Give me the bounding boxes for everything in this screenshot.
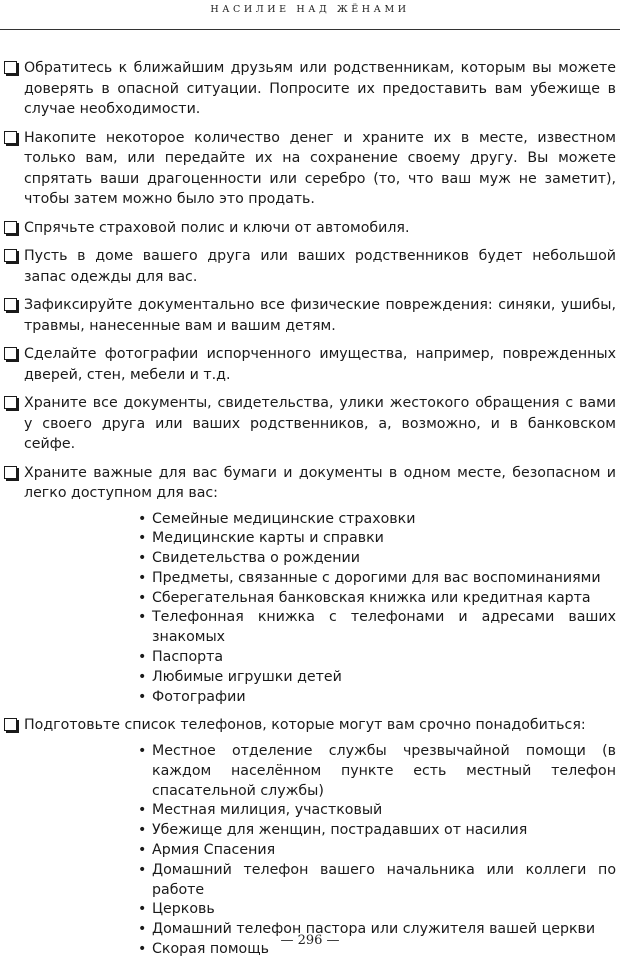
checkbox-icon [4, 221, 17, 234]
bullet-icon: • [138, 649, 147, 666]
bullet-icon: • [138, 901, 147, 918]
bullet-text: Местная милиция, участковый [152, 802, 383, 819]
checklist-item [4, 246, 616, 287]
checklist-item-text: Накопите некоторое количество денег и храните их в месте, известном только вам, или передайте их на сохранение своему другу. Вы можете спрятать ваши драгоценности или серебро (то, что ваш муж не заметит), чтобы затем можно было это продать. [24, 129, 616, 207]
bullet-text: Местное отделение службы чрезвычайной помощи (в каждом населённом пункте есть местный телефон спасательной службы) [152, 742, 616, 799]
bullet-text: Свидетельства о рождении [152, 550, 360, 567]
checkbox-icon [4, 61, 17, 74]
checklist-item-text: Спрячьте страховой полис и ключи от автомобиля. [24, 219, 410, 236]
bullet-text: Армия Спасения [152, 841, 276, 858]
bullet-icon: • [138, 569, 147, 586]
bullet-icon: • [138, 589, 147, 606]
page-number: — 296 — [280, 933, 340, 948]
bullet-item [24, 801, 616, 821]
bullet-icon: • [138, 861, 147, 878]
bullet-list [24, 742, 616, 960]
bullet-item [24, 900, 616, 920]
bullet-text: Фотографии [152, 688, 246, 705]
bullet-text: Медицинские карты и справки [152, 530, 384, 547]
bullet-icon: • [138, 802, 147, 819]
checklist-item [4, 218, 616, 239]
bullet-item [24, 821, 616, 841]
checklist-item [4, 463, 616, 708]
bullet-icon: • [138, 530, 147, 547]
checkbox-icon [4, 298, 17, 311]
bullet-item [24, 841, 616, 861]
bullet-item [24, 529, 616, 549]
checkbox-icon [4, 249, 17, 262]
bullet-item [24, 549, 616, 569]
bullet-text: Скорая помощь [152, 940, 269, 957]
bullet-item [24, 589, 616, 609]
bullet-item [24, 569, 616, 589]
checklist-item [4, 715, 616, 959]
bullet-text: Сберегательная банковская книжка или кредитная карта [152, 589, 591, 606]
bullet-text: Телефонная книжка с телефонами и адресами ваших знакомых [152, 609, 616, 646]
checklist-item-text: Сделайте фотографии испорченного имущества, например, поврежденных дверей, стен, мебели и т.д. [24, 346, 616, 383]
checklist-item [4, 58, 616, 120]
checklist-item-text: Храните все документы, свидетельства, улики жестокого обращения с вами у своего друга или ваших родственников, а, возможно, и в банковском сейфе. [24, 395, 616, 452]
bullet-item [24, 608, 616, 648]
bullet-text: Предметы, связанные с дорогими для вас воспоминаниями [152, 569, 601, 586]
checklist-item-text: Подготовьте список телефонов, которые могут вам срочно понадобиться: [24, 717, 586, 734]
checklist-item-text: Обратитесь к ближайшим друзьям или родственникам, которым вы можете доверять в опасной ситуации. Попросите их предоставить вам убежище в случае необходимости. [24, 60, 616, 117]
bullet-icon: • [138, 510, 147, 527]
bullet-text: Церковь [152, 901, 215, 918]
header-rule [0, 29, 620, 30]
bullet-text: Домашний телефон вашего начальника или коллеги по работе [152, 861, 616, 898]
checkbox-icon [4, 396, 17, 409]
bullet-icon: • [138, 550, 147, 567]
checklist-item-text: Пусть в доме вашего друга или ваших родственников будет небольшой запас одежды для вас. [24, 248, 616, 285]
checklist-item [4, 295, 616, 336]
checklist-item [4, 393, 616, 455]
bullet-text: Любимые игрушки детей [152, 668, 342, 685]
bullet-icon: • [138, 921, 147, 938]
bullet-icon: • [138, 688, 147, 705]
bullet-icon: • [138, 668, 147, 685]
bullet-item [24, 861, 616, 901]
bullet-item [24, 648, 616, 668]
checklist [4, 58, 616, 968]
bullet-text: Убежище для женщин, пострадавших от насилия [152, 822, 528, 839]
bullet-icon: • [138, 822, 147, 839]
bullet-text: Домашний телефон пастора или служителя вашей церкви [152, 921, 596, 938]
bullet-icon: • [138, 841, 147, 858]
checkbox-icon [4, 466, 17, 479]
bullet-icon: • [138, 742, 147, 759]
bullet-text: Паспорта [152, 649, 224, 666]
bullet-icon: • [138, 609, 147, 626]
bullet-icon: • [138, 940, 147, 957]
bullet-item [24, 510, 616, 530]
bullet-item [24, 668, 616, 688]
bullet-list [24, 510, 616, 708]
bullet-item [24, 742, 616, 801]
running-title: НАСИЛИЕ НАД ЖЁНАМИ [210, 4, 410, 15]
checkbox-icon [4, 347, 17, 360]
checkbox-icon [4, 718, 17, 731]
checklist-item-text: Храните важные для вас бумаги и документы в одном месте, безопасном и легко доступном для вас: [24, 464, 616, 501]
bullet-text: Семейные медицинские страховки [152, 510, 416, 527]
checklist-item [4, 128, 616, 210]
checklist-item-text: Зафиксируйте документально все физические повреждения: синяки, ушибы, травмы, нанесенные вам и вашим детям. [24, 297, 616, 334]
checklist-item [4, 344, 616, 385]
bullet-item [24, 688, 616, 708]
checkbox-icon [4, 131, 17, 144]
